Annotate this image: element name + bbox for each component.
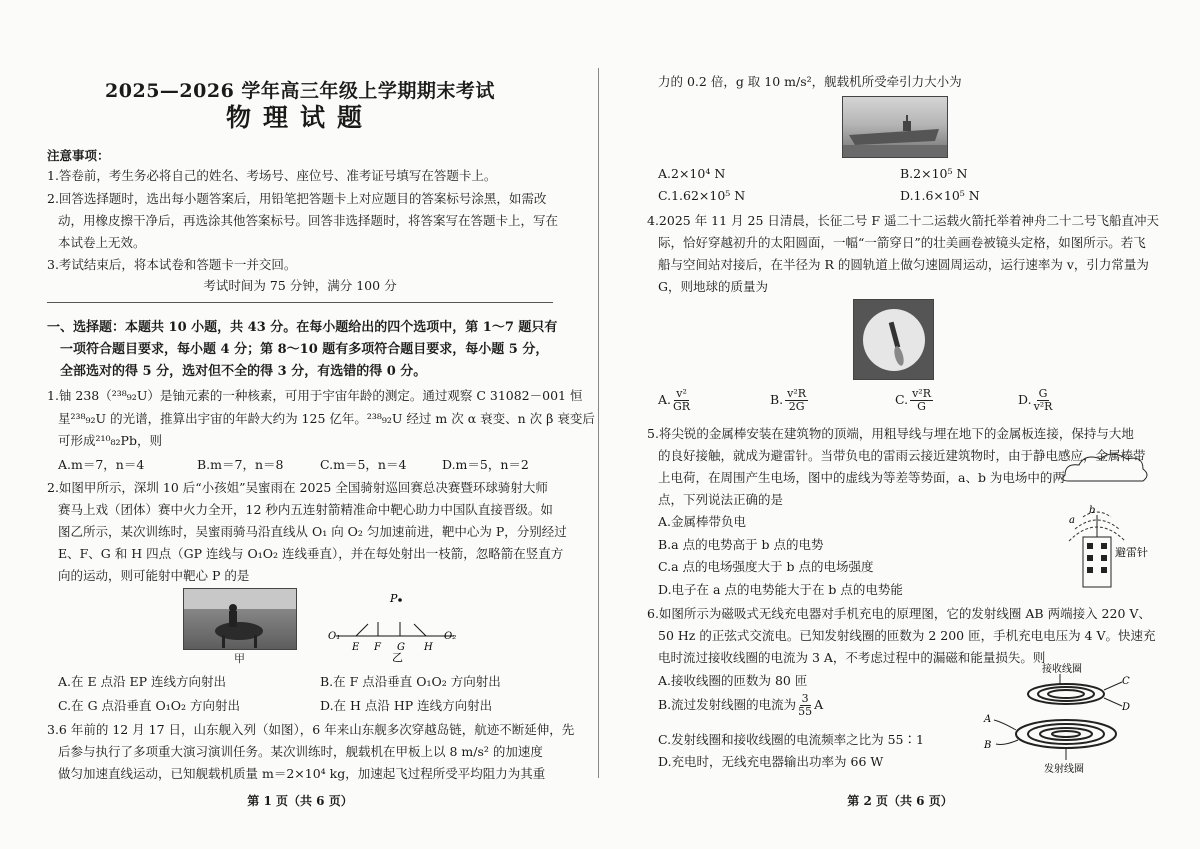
q3-text: 力的 0.2 倍，g 取 10 m/s²，舰载机所受牵引力大小为 [658, 74, 962, 89]
exam-title: 2025—2026 学年高三年级上学期期末考试 [105, 80, 495, 102]
q2-option-b: B.在 F 点沿垂直 O₁O₂ 方向射出 [320, 674, 501, 689]
q6-option-c: C.发射线圈和接收线圈的电流频率之比为 55∶1 [658, 732, 924, 747]
rocket-sun-photo [853, 299, 934, 380]
q4-text: 4.2025 年 11 月 25 日清晨，长征二号 F 遥二十二运载火箭托举着神舟二十二号飞船直冲天 [647, 213, 1160, 228]
q4-option-c [895, 388, 935, 413]
archery-diagram [326, 590, 466, 662]
horse-archer-photo [183, 588, 297, 650]
frac-den: GR [673, 400, 691, 413]
q2-text: E、F、G 和 H 四点（GP 连线与 O₁O₂ 连线垂直），并在每处射出一枝箭，忽略箭在竖直方 [58, 546, 564, 561]
q6-option-d: D.充电时，无线充电器输出功率为 66 W [658, 754, 884, 769]
wireless-charger-diagram [980, 660, 1150, 782]
q1-option-a: A.m＝7，n＝4 [58, 457, 145, 472]
frac-den: G [917, 400, 926, 413]
subject-title: 物理试题 [225, 103, 374, 132]
lightning-rod-diagram [1055, 445, 1165, 595]
section-heading: 一项符合题目要求，每小题 4 分；第 8～10 题有多项符合题目要求，每小题 5 分， [60, 342, 549, 357]
point-o2: O₂ [444, 631, 457, 642]
q5-text: 点，下列说法正确的是 [658, 492, 784, 507]
q1-option-b: B.m＝7，n＝8 [197, 457, 284, 472]
point-a: A [984, 714, 992, 725]
q4-text: 船与空间站对接后，在半径为 R 的圆轨道上做匀速圆周运动，运行速率为 v，引力常量为 [658, 257, 1149, 272]
point-b: B [984, 740, 992, 751]
q6-text: 电时流过接收线圈的电流为 3 A，不考虑过程中的漏磁和能量损失。则 [658, 650, 1046, 665]
option-label: D. [1018, 392, 1032, 407]
q2-text: 图乙所示，某次训练时，吴蜜雨骑马沿直线从 O₁ 向 O₂ 匀加速前进，靶中心为 P，分别经过 [58, 524, 567, 539]
notice-line: 1.答卷前，考生务必将自己的姓名、考场号、座位号、准考证号填写在答题卡上。 [47, 168, 497, 183]
q3-option-b: B.2×10⁵ N [900, 166, 968, 181]
q2-option-a: A.在 E 点沿 EP 连线方向射出 [58, 674, 227, 689]
q3-text: 3.6 年前的 12 月 17 日，山东舰入列（如图），6 年来山东舰多次穿越岛链，航迹不断延伸，先 [47, 722, 575, 737]
q4-option-d [1018, 388, 1054, 413]
frac-num: v²R [912, 387, 931, 400]
page-number-left: 第 1 页（共 6 页） [247, 794, 353, 808]
q5-option-c: C.a 点的电场强度大于 b 点的电场强度 [658, 559, 874, 574]
section-heading: 一、选择题：本题共 10 小题，共 43 分。在每小题给出的四个选项中，第 1～7 题只有 [47, 320, 558, 335]
frac-den: v²R [1033, 400, 1053, 413]
page-right [600, 0, 1200, 849]
notice-heading: 注意事项： [47, 148, 110, 163]
q5-option-a: A.金属棒带负电 [658, 514, 747, 529]
q5-option-d: D.电子在 a 点的电势能大于在 b 点的电势能 [658, 582, 903, 597]
q3-option-d: D.1.6×10⁵ N [900, 188, 980, 203]
q3-option-a: A.2×10⁴ N [658, 166, 726, 181]
carrier-photo [842, 96, 948, 158]
fig-label-yi: 乙 [392, 651, 403, 662]
frac-num: v²R [787, 387, 807, 400]
frac-num: 3 [801, 692, 809, 705]
notice-line: 本试卷上无效。 [58, 235, 146, 250]
q5-text: 上电荷，在周围产生电场，图中的虚线为等差等势面，a、b 为电场中的两 [658, 470, 1065, 485]
point-a: a [1069, 515, 1075, 526]
q6-text: 50 Hz 的正弦式交流电。已知发射线圈的匝数为 2 200 匝，手机充电电压为 4 V。快速充 [658, 628, 1156, 643]
section-heading: 全部选对的得 5 分，选对但不全的得 3 分，有选错的得 0 分。 [60, 364, 427, 379]
q2-text: 向的运动，则可能射中靶心 P 的是 [58, 568, 250, 583]
q2-text: 赛马上戏（团体）赛中火力全开，12 秒内五连射箭精准命中靶心助力中国队直接晋级。如 [58, 502, 553, 517]
q1-text: 可形成²¹⁰₈₂Pb，则 [58, 433, 162, 448]
page-number-right: 第 2 页（共 6 页） [847, 794, 953, 808]
fig-label-jia: 甲 [234, 652, 245, 665]
option-label: C. [895, 392, 909, 407]
q3-text: 做匀加速直线运动，已知舰载机质量 m＝2×10⁴ kg，加速起飞过程所受平均阻力为其重 [58, 766, 546, 781]
divider-line [47, 302, 553, 303]
emit-coil-label: 发射线圈 [1044, 764, 1084, 775]
q2-text: 2.如图甲所示，深圳 10 后“小孩姐”吴蜜雨在 2025 全国骑射巡回赛总决赛暨环球骑射大师 [47, 480, 548, 495]
q1-text: 1.铀 238（²³⁸₉₂U）是铀元素的一种核素，可用于宇宙年龄的测定。通过观察 C 31082－001 恒 [47, 388, 583, 403]
q4-option-b [770, 388, 810, 413]
q1-option-c: C.m＝5，n＝4 [320, 457, 407, 472]
q2-option-c: C.在 G 点沿垂直 O₁O₂ 方向射出 [58, 698, 240, 713]
point-h: H [424, 642, 433, 653]
point-o1: O₁ [328, 631, 341, 642]
q3-text: 后参与执行了多项重大演习演训任务。某次训练时，舰载机在甲板上以 8 m/s² 的加速度 [58, 744, 543, 759]
q6-text: 6.如图所示为磁吸式无线充电器对手机充电的原理图，它的发射线圈 AB 两端接入 220 V、 [647, 606, 1151, 621]
point-c: C [1122, 676, 1130, 687]
point-p: P [390, 592, 398, 605]
option-label: A. [658, 392, 672, 407]
option-unit: A [814, 697, 824, 712]
q4-text: 际，恰好穿越初升的太阳圆面，一幅“一箭穿日”的壮美画卷被镜头定格，如图所示。若飞 [658, 235, 1146, 250]
lightning-rod-label: 避雷针 [1115, 546, 1148, 559]
point-g: G [397, 642, 405, 653]
q4-option-a [658, 388, 692, 413]
q5-text: 5.将尖锐的金属棒安装在建筑物的顶端，用粗导线与埋在地下的金属板连接，保持与大地 [647, 426, 1134, 441]
notice-line: 2.回答选择题时，选出每小题答案后，用铅笔把答题卡上对应题目的答案标号涂黑，如需改 [47, 191, 547, 206]
q5-option-b: B.a 点的电势高于 b 点的电势 [658, 537, 824, 552]
frac-den: 55 [798, 705, 813, 718]
time-note: 考试时间为 75 分钟，满分 100 分 [203, 278, 397, 293]
frac-den: 2G [788, 400, 805, 413]
q1-option-d: D.m＝5，n＝2 [442, 457, 529, 472]
option-text: B.流过发射线圈的电流为 [658, 697, 797, 712]
option-label: B. [770, 392, 784, 407]
q3-option-c: C.1.62×10⁵ N [658, 188, 746, 203]
page-divider [598, 68, 599, 778]
q2-option-d: D.在 H 点沿 HP 连线方向射出 [320, 698, 493, 713]
q4-text: G，则地球的质量为 [658, 279, 768, 294]
point-b: b [1089, 505, 1096, 516]
point-d: D [1122, 702, 1131, 713]
frac-num: v² [676, 387, 687, 400]
q6-option-b [658, 693, 823, 718]
q5-text: 的良好接触，就成为避雷针。当带负电的雷雨云接近建筑物时，由于静电感应，金属棒带 [658, 448, 1146, 463]
point-f: F [374, 642, 381, 653]
receive-coil-label: 接收线圈 [1042, 664, 1082, 675]
point-e: E [352, 642, 360, 653]
notice-line: 3.考试结束后，将本试卷和答题卡一并交回。 [47, 257, 297, 272]
notice-line: 动，用橡皮擦干净后，再选涂其他答案标号。回答非选择题时，将答案写在答题卡上，写在 [58, 213, 559, 228]
q6-option-a: A.接收线圈的匝数为 80 匝 [658, 673, 808, 688]
q1-text: 星²³⁸₉₂U 的光谱，推算出宇宙的年龄大约为 125 亿年。²³⁸₉₂U 经过 m 次 α 衰变、n 次 β 衰变后 [58, 411, 595, 426]
frac-num: G [1038, 387, 1048, 400]
